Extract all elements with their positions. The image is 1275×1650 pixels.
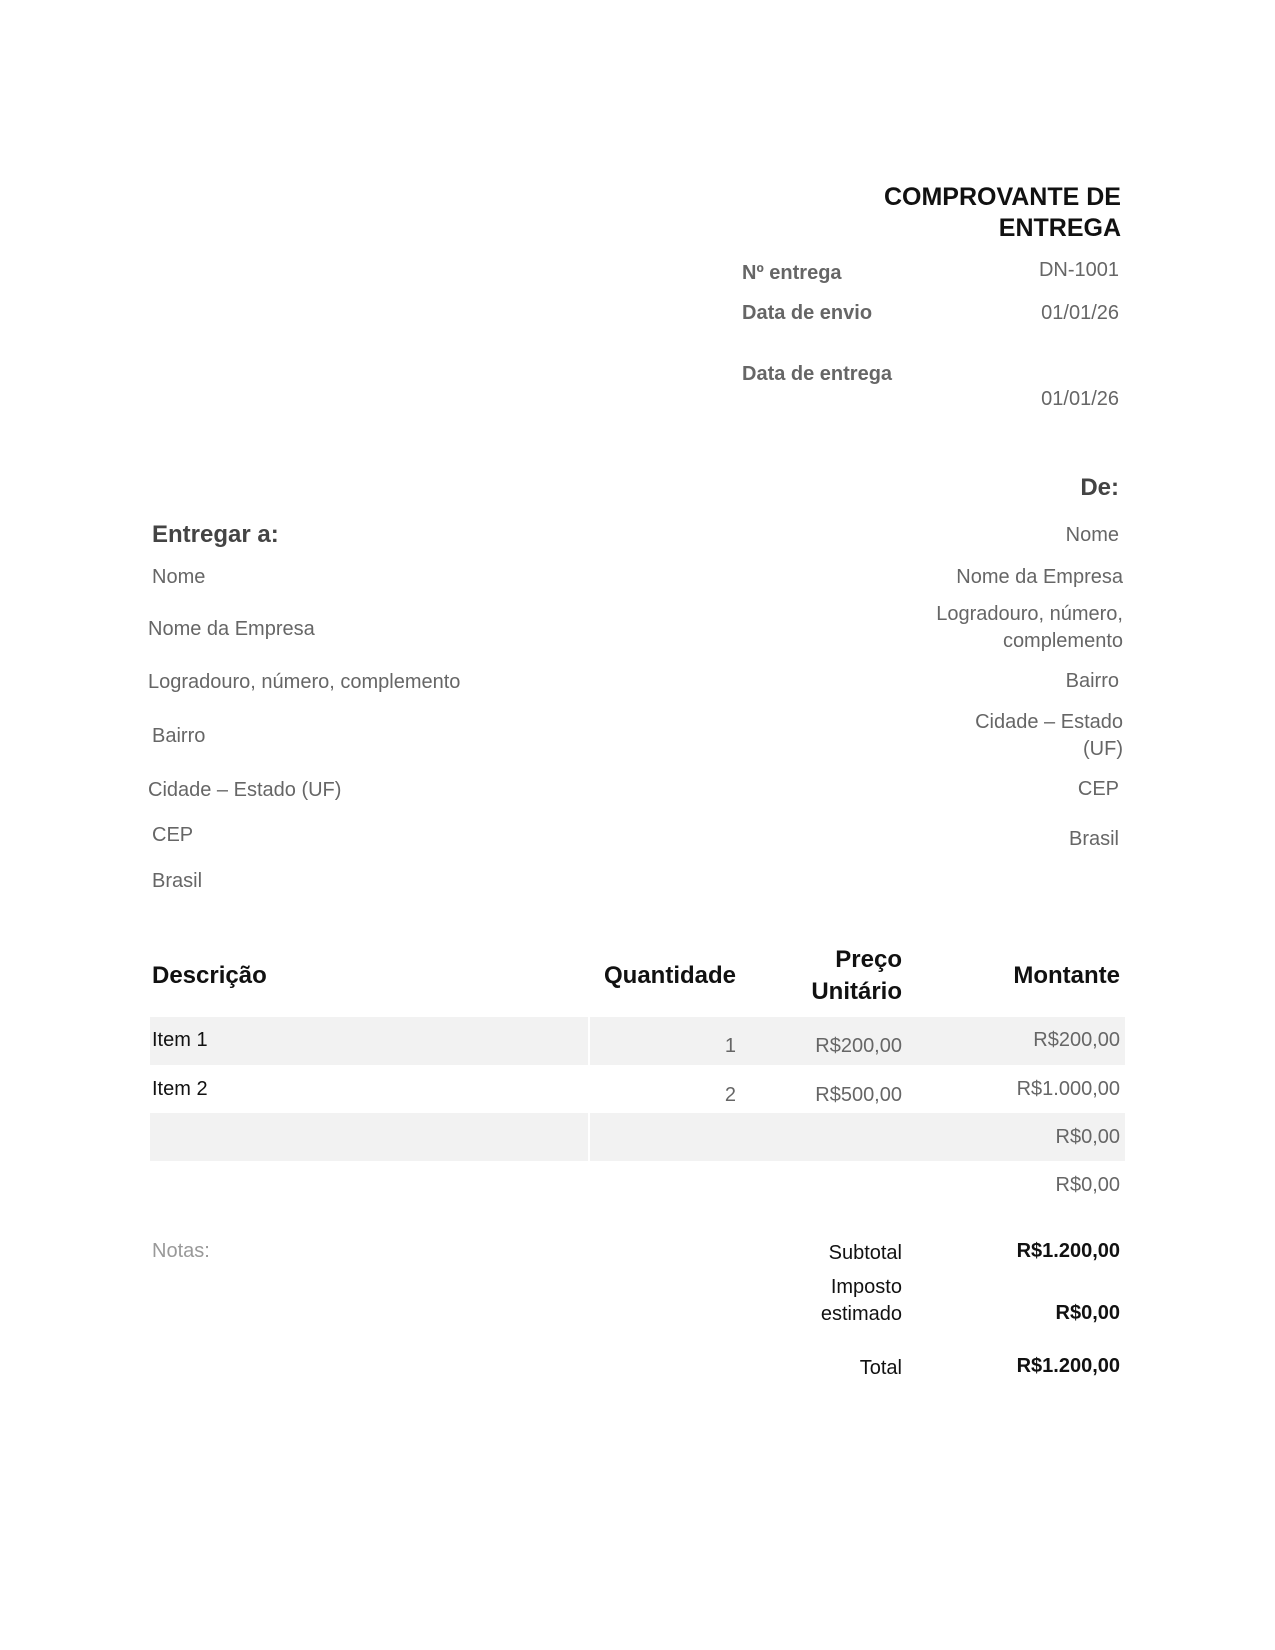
ship-date-label: Data de envio <box>742 302 873 324</box>
notes-label: Notas: <box>152 1240 210 1262</box>
table-row-1-description: Item 1 <box>152 1029 208 1051</box>
ship-to-company: Nome da Empresa <box>148 618 315 640</box>
from-district: Bairro <box>1065 670 1119 692</box>
ship-to-zip: CEP <box>152 824 194 846</box>
document-title: COMPROVANTE DE ENTREGA <box>883 183 1121 242</box>
header-amount: Montante <box>1013 962 1120 989</box>
row-1-divider <box>588 1017 590 1065</box>
from-city: Cidade – Estado (UF) <box>975 711 1123 760</box>
from-street: Logradouro, número, complemento <box>936 603 1123 652</box>
table-row-2-amount: R$1.000,00 <box>1016 1078 1120 1100</box>
ship-date-value: 01/01/26 <box>1041 302 1119 324</box>
table-row-2-unit-price: R$500,00 <box>815 1084 902 1106</box>
delivery-number-label: Nº entrega <box>742 262 842 284</box>
delivery-date-value: 01/01/26 <box>1041 388 1119 410</box>
ship-to-district: Bairro <box>152 725 206 747</box>
delivery-number-value: DN-1001 <box>1038 259 1119 281</box>
header-description: Descrição <box>152 962 267 989</box>
ship-to-street: Logradouro, número, complemento <box>148 671 461 693</box>
from-country: Brasil <box>1068 828 1119 850</box>
total-value: R$1.200,00 <box>1016 1355 1120 1377</box>
table-row-1-unit-price: R$200,00 <box>815 1035 902 1057</box>
table-row-4-amount: R$0,00 <box>1055 1174 1120 1196</box>
header-quantity: Quantidade <box>603 962 736 989</box>
from-name: Nome <box>1065 524 1119 546</box>
tax-value: R$0,00 <box>1055 1302 1120 1324</box>
table-row-2-quantity: 2 <box>724 1084 736 1106</box>
from-title: De: <box>1080 474 1119 501</box>
ship-to-name: Nome <box>152 566 206 588</box>
header-unit-price: Preço Unitário <box>811 946 902 1005</box>
row-3-background <box>150 1113 1125 1161</box>
table-row-1-quantity: 1 <box>724 1035 736 1057</box>
ship-to-city: Cidade – Estado (UF) <box>148 779 342 801</box>
table-row-1-amount: R$200,00 <box>1033 1029 1120 1051</box>
total-label: Total <box>859 1357 902 1379</box>
table-row-3-amount: R$0,00 <box>1055 1126 1120 1148</box>
delivery-date-label: Data de entrega <box>742 363 893 385</box>
ship-to-title: Entregar a: <box>152 521 279 548</box>
table-row-2-description: Item 2 <box>152 1078 208 1100</box>
from-company: Nome da Empresa <box>956 566 1123 588</box>
subtotal-label: Subtotal <box>828 1242 902 1264</box>
from-zip: CEP <box>1077 778 1119 800</box>
ship-to-country: Brasil <box>152 870 203 892</box>
tax-label: Imposto estimado <box>820 1276 902 1325</box>
row-3-divider <box>588 1113 590 1161</box>
subtotal-value: R$1.200,00 <box>1016 1240 1120 1262</box>
